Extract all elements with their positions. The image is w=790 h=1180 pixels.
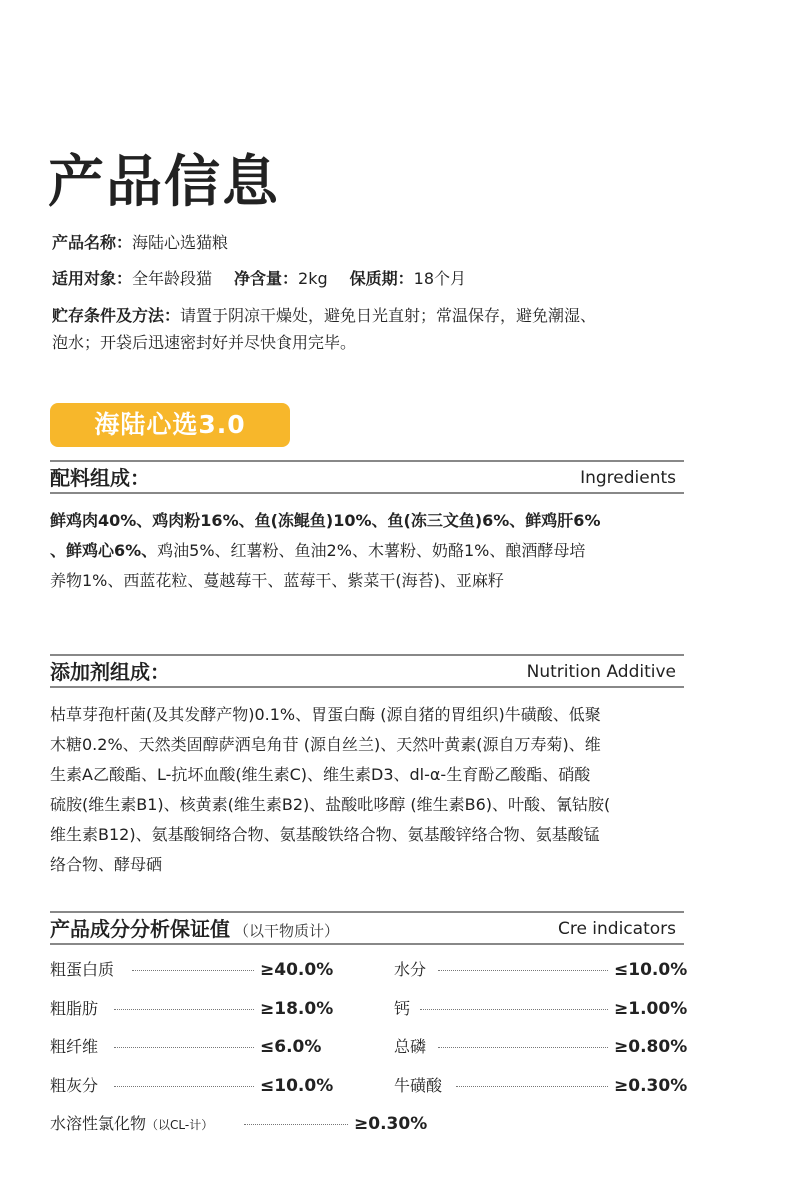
net-weight-label: 净含量： bbox=[234, 269, 299, 288]
analysis-label: 水溶性氯化物（以CL-计） bbox=[50, 1114, 214, 1133]
analysis-header bbox=[50, 911, 684, 945]
analysis-value: ≤10.0% bbox=[260, 1075, 334, 1096]
shelf-life-label: 保质期： bbox=[349, 269, 414, 288]
analysis-item bbox=[50, 1071, 340, 1101]
shelf-life-value: 18个月 bbox=[413, 269, 467, 288]
product-name-line bbox=[52, 231, 732, 255]
additives-line: 络合物、酵母硒 bbox=[50, 855, 163, 874]
product-name-value: 海陆心选猫粮 bbox=[132, 233, 229, 252]
ingredients-header bbox=[50, 460, 684, 494]
analysis-value: ≥0.30% bbox=[354, 1114, 428, 1134]
page-title: 产品信息 bbox=[48, 150, 280, 215]
analysis-label: 粗纤维 bbox=[50, 1037, 99, 1056]
ingredients-rest-2: 鸡油5%、红薯粉、鱼油2%、木薯粉、奶酪1%、酿酒酵母培 bbox=[157, 541, 586, 560]
analysis-row bbox=[50, 1109, 690, 1148]
additives-title-en: Nutrition Additive bbox=[526, 662, 676, 682]
analysis-row bbox=[50, 1032, 690, 1071]
analysis-label: 粗蛋白质 bbox=[50, 960, 115, 979]
analysis-label: 粗脂肪 bbox=[50, 998, 99, 1018]
storage-value-2: 泡水；开袋后迅速密封好并尽快食用完毕。 bbox=[52, 333, 357, 352]
ingredients-text bbox=[50, 506, 700, 596]
ingredients-title-en: Ingredients bbox=[580, 468, 676, 488]
storage-line bbox=[52, 302, 732, 356]
additives-line: 木糖0.2%、天然类固醇萨洒皂角苷 (源自丝兰)、天然叶黄素(源自万寿菊)、维 bbox=[50, 735, 601, 754]
analysis-label: 钙 bbox=[394, 998, 411, 1018]
additives-text bbox=[50, 700, 700, 880]
storage-value-1: 请置于阴凉干燥处，避免日光直射；常温保存，避免潮湿、 bbox=[180, 306, 597, 325]
analysis-title-en: Cre indicators bbox=[557, 919, 676, 939]
analysis-value: ≥40.0% bbox=[260, 960, 334, 980]
analysis-value: ≥0.80% bbox=[614, 1037, 688, 1057]
analysis-item bbox=[394, 955, 690, 985]
analysis-value: ≥18.0% bbox=[260, 998, 334, 1019]
analysis-row bbox=[50, 1071, 690, 1110]
additives-line: 生素A乙酸酯、L-抗坏血酸(维生素C)、维生素D3、dl-α-生育酚乙酸酯、硝酸 bbox=[50, 765, 591, 784]
analysis-row bbox=[50, 955, 690, 994]
additives-line: 维生素B12)、氨基酸铜络合物、氨基酸铁络合物、氨基酸锌络合物、氨基酸锰 bbox=[50, 825, 600, 844]
analysis-table bbox=[50, 955, 690, 1148]
analysis-value: ≥1.00% bbox=[614, 998, 688, 1019]
analysis-title: 产品成分分析保证值 （以干物质计） bbox=[50, 917, 340, 941]
product-spec-line bbox=[52, 267, 732, 291]
additives-header bbox=[50, 654, 684, 688]
analysis-value: ≤10.0% bbox=[614, 960, 688, 980]
net-weight-value: 2kg bbox=[298, 269, 328, 288]
target-label: 适用对象： bbox=[52, 269, 133, 288]
ingredients-main-2: 、鲜鸡心6%、 bbox=[50, 541, 158, 560]
analysis-value: ≥0.30% bbox=[614, 1075, 688, 1096]
analysis-item bbox=[50, 1032, 340, 1062]
analysis-value: ≤6.0% bbox=[260, 1037, 322, 1057]
ingredients-line-3: 养物1%、西蓝花粒、蔓越莓干、蓝莓干、紫菜干(海苔)、亚麻籽 bbox=[50, 571, 504, 590]
product-name-label: 产品名称： bbox=[52, 233, 133, 252]
analysis-item bbox=[50, 955, 340, 985]
analysis-label: 水分 bbox=[394, 960, 427, 979]
analysis-label: 牛磺酸 bbox=[394, 1075, 443, 1095]
analysis-label: 总磷 bbox=[394, 1037, 427, 1056]
analysis-title-note: （以干物质计） bbox=[234, 922, 340, 940]
ingredients-main-1: 鲜鸡肉40%、鸡肉粉16%、鱼(冻鲲鱼)10%、鱼(冻三文鱼)6%、鲜鸡肝6% bbox=[50, 511, 601, 530]
analysis-item bbox=[394, 1071, 690, 1101]
storage-label: 贮存条件及方法： bbox=[52, 306, 181, 325]
analysis-label-note: （以CL-计） bbox=[146, 1118, 214, 1132]
target-value: 全年龄段猫 bbox=[132, 269, 213, 288]
analysis-item bbox=[394, 994, 690, 1024]
analysis-label: 粗灰分 bbox=[50, 1075, 99, 1095]
analysis-item bbox=[50, 1109, 470, 1139]
analysis-item bbox=[50, 994, 340, 1024]
additives-line: 硫胺(维生素B1)、核黄素(维生素B2)、盐酸吡哆醇 (维生素B6)、叶酸、氰钴胺( bbox=[50, 795, 611, 814]
analysis-item bbox=[394, 1032, 690, 1062]
additives-line: 枯草芽孢杆菌(及其发酵产物)0.1%、胃蛋白酶 (源自猪的胃组织)牛磺酸、低聚 bbox=[50, 705, 601, 724]
analysis-row bbox=[50, 994, 690, 1033]
product-series-badge: 海陆心选3.0 bbox=[50, 403, 290, 447]
ingredients-title: 配料组成： bbox=[50, 466, 150, 490]
additives-title: 添加剂组成： bbox=[50, 660, 170, 684]
